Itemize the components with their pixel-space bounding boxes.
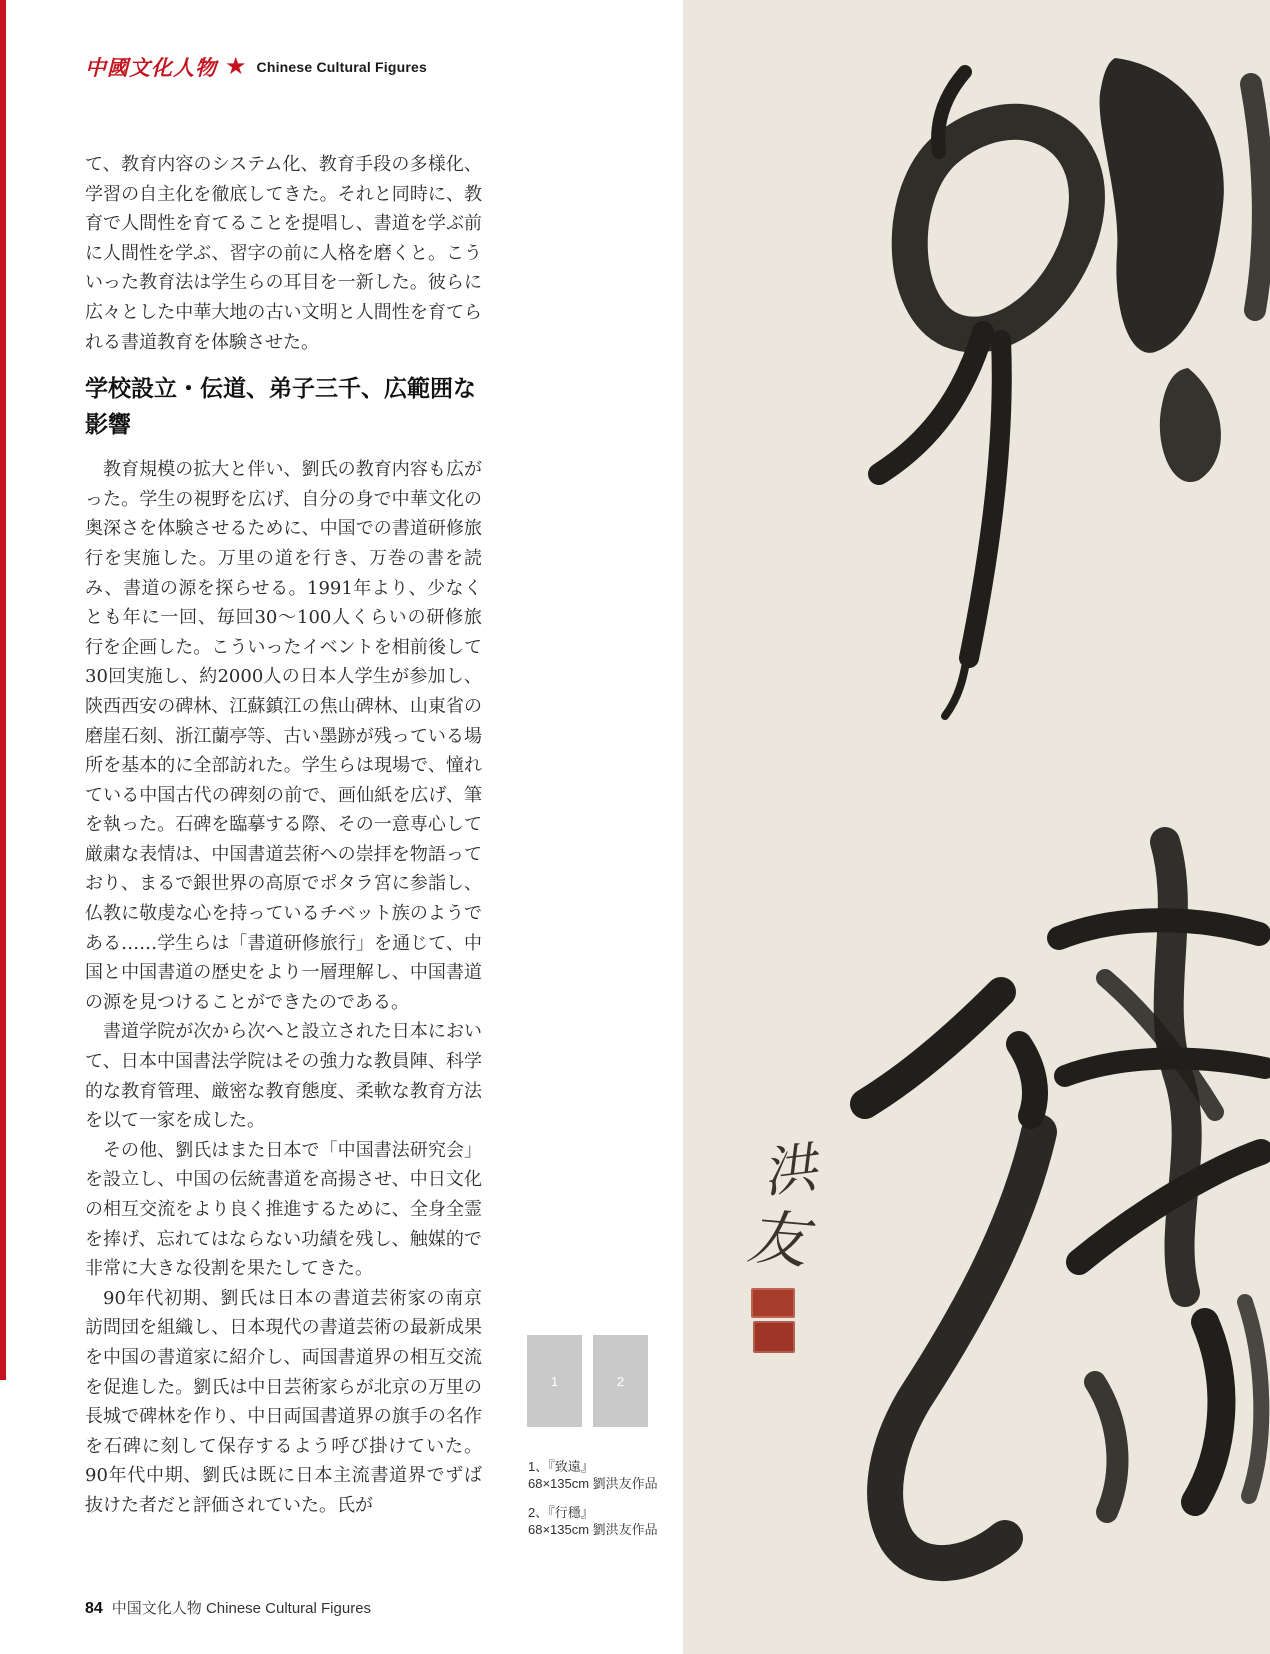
figure-thumbnail-1 — [527, 1335, 582, 1427]
magazine-logo-cn: 中國文化人物 — [85, 55, 217, 80]
footer-text: 中国文化人物 Chinese Cultural Figures — [111, 1600, 372, 1617]
artist-signature-char-1: 洪 — [758, 1135, 821, 1206]
artist-signature-char-2: 友 — [744, 1202, 811, 1278]
body-paragraph-1: 教育規模の拡大と伴い、劉氏の教育内容も広がった。学生の視野を広げ、自分の身で中華文化の奥深さを体験させるために、中国での書道研修旅行を実施した。万里の道を行き、万巻の書を読み、書道の源を探らせる。1991年より、少なくとも年に一回、毎回30～100人くらいの研修旅行を企画した。こういったイベントを相前後して30回実施し、約2000人の日本人学生が参加し、陝西西安の碑林、江蘇鎮江の焦山碑林、山東省の磨崖石刻、浙江蘭亭等、古い墨跡が残っている場所を基本的に全部訪れた。学生らは現場で、憧れている中国古代の碑刻の前で、画仙紙を広げ、筆を執った。石碑を臨摹する際、その一意専心して厳粛な表情は、中国書道芸術への崇拝を物語っており、まるで銀世界の高原でポタラ宮に参詣し、仏教に敬虔な心を持っているチベット族のようである……学生らは「書道研修旅行」を通じて、中国と中国書道の歴史をより一層理解し、中国書道の源を見つけることができたのである。 — [85, 459, 482, 1013]
article-column — [85, 150, 482, 1521]
page-number: 84 — [85, 1600, 103, 1617]
figure-thumbnail-2-label: 2 — [616, 1373, 625, 1389]
intro-paragraph: て、教育内容のシステム化、教育手段の多様化、学習の自主化を徹底してきた。それと同時に、教育で人間性を育てることを提唱し、書道を学ぶ前に人間性を学ぶ、習字の前に人格を磨くと。こういった教育法は学生らの耳目を一新した。彼らに広々とした中華大地の古い文明と人間性を育てられる書道教育を体験させた。 — [85, 154, 482, 353]
page-footer — [85, 1597, 371, 1618]
figure-caption-1 — [528, 1458, 698, 1492]
figure-caption-1-detail: 68×135cm 劉洪友作品 — [528, 1476, 658, 1491]
star-icon: ★ — [225, 53, 247, 80]
figure-caption-1-title: 1、『致遠』 — [528, 1459, 594, 1474]
artist-seal-2 — [753, 1321, 795, 1353]
figure-thumbnail-1-label: 1 — [550, 1373, 559, 1389]
body-paragraph-3: その他、劉氏はまた日本で「中国書法研究会」を設立し、中国の伝統書道を高揚させ、中日文化の相互交流をより良く推進するために、全身全霊を捧げ、忘れてはならない功績を残し、触媒的で非常に大きな役割を果たしてきた。 — [85, 1139, 482, 1280]
figure-thumbnail-2 — [593, 1335, 648, 1427]
figure-caption-2 — [528, 1504, 698, 1538]
calligraphy-artwork — [683, 0, 1270, 1654]
magazine-logo-en: Chinese Cultural Figures — [256, 59, 428, 75]
figure-caption-2-detail: 68×135cm 劉洪友作品 — [528, 1522, 658, 1537]
body-paragraph-4: 90年代初期、劉氏は日本の書道芸術家の南京訪問団を組織し、日本現代の書道芸術の最新成果を中国の書道家に紹介し、両国書道界の相互交流を促進した。劉氏は中日芸術家らが北京の万里の長城で碑林を作り、中日両国書道界の旗手の名作を石碑に刻して保存するよう呼び掛けていた。90年代中期、劉氏は既に日本主流書道界でずば抜けた者だと評価されていた。氏が — [85, 1287, 482, 1516]
magazine-header — [85, 50, 427, 84]
figure-captions — [528, 1458, 698, 1550]
left-accent-bar — [0, 0, 6, 1380]
body-paragraph-2: 書道学院が次から次へと設立された日本において、日本中国書法学院はその強力な教員陣、科学的な教育管理、厳密な教育態度、柔軟な教育方法を以て一家を成した。 — [85, 1021, 482, 1132]
section-heading: 学校設立・伝道、弟子三千、広範囲な影響 — [85, 376, 476, 439]
figure-caption-2-title: 2、『行穩』 — [528, 1505, 594, 1520]
calligraphy-photo-panel — [683, 0, 1270, 1654]
artist-seal-1 — [751, 1288, 795, 1318]
